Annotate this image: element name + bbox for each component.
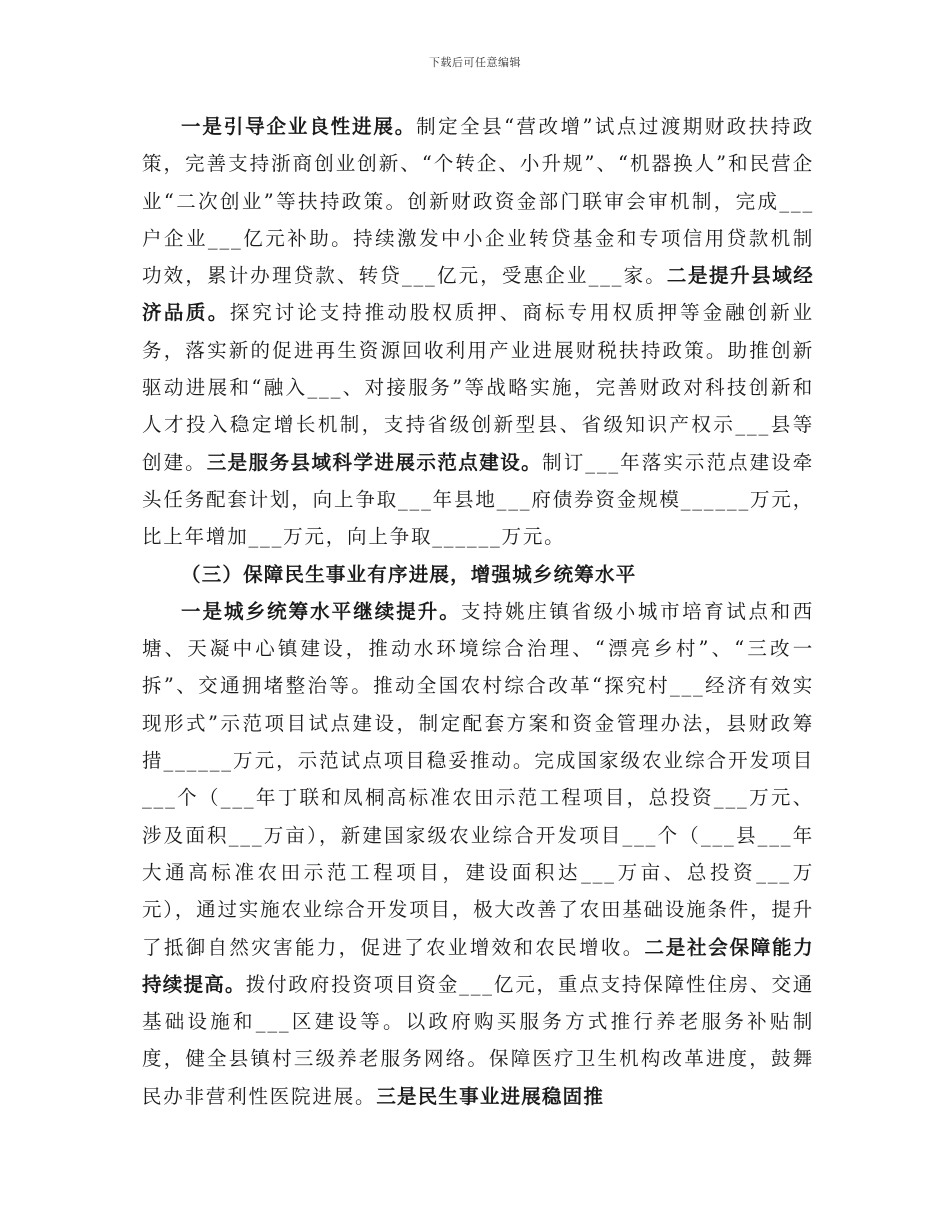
- paragraph-economy: [142, 108, 814, 556]
- paragraph-lead: 二是提升县域经济品质。: [142, 264, 814, 325]
- paragraph-text: 支持姚庄镇省级小城市培育试点和西塘、天凝中心镇建设，推动水环境综合治理、“漂亮乡村”、“三改一拆”、交通拥堵整治等。推动全国农村综合改革“探究村___经济有效实现形式”示范项目试点建设，制定配套方案和资金管理办法，县财政筹措______万元，示范试点项目稳妥推动。完成国家级农业综合开发项目___个（___年丁联和凤桐高标准农田示范工程项目，总投资___万元、涉及面积___万亩），新建国家级农业综合开发项目___个（___县___年大通高标准农田示范工程项目，建设面积达___万亩、总投资___万元），通过实施农业综合开发项目，极大改善了农田基础设施条件，提升了抵御自然灾害能力，促进了农业增效和农民增收。: [142, 599, 814, 959]
- paragraph-text: 制定全县“营改增”试点过渡期财政扶持政策，完善支持浙商创业创新、“个转企、小升规”、“机器换人”和民营企业“二次创业”等扶持政策。创新财政资金部门联审会审机制，完成___户企业___亿元补助。持续激发中小企业转贷基金和专项信用贷款机制功效，累计办理贷款、转贷___亿元，受惠企业___家。: [142, 115, 814, 288]
- section-heading: （三）保障民生事业有序进展，增强城乡统筹水平: [181, 562, 637, 586]
- document-body: [142, 108, 814, 1115]
- paragraph-lead: 三是民生事业进展稳固推: [376, 1084, 605, 1108]
- page-header: 下载后可任意编辑: [429, 56, 521, 69]
- paragraph-lead: 三是服务县域科学进展示范点建设。: [206, 450, 543, 474]
- paragraph-text: 制订___年落实示范点建设牵头任务配套计划，向上争取___年县地___府债券资金规模______万元，比上年增加___万元，向上争取______万元。: [142, 450, 815, 549]
- paragraph-text: 拨付政府投资项目资金___亿元，重点支持保障性住房、交通基础设施和___区建设等。以政府购买服务方式推行养老服务补贴制度，健全县镇村三级养老服务网络。保障医疗卫生机构改革进度，鼓舞民办非营利性医院进展。: [142, 972, 814, 1108]
- paragraph-text: 探究讨论支持推动股权质押、商标专用权质押等金融创新业务，落实新的促进再生资源回收利用产业进展财税扶持政策。助推创新驱动进展和“融入___、对接服务”等战略实施，完善财政对科技创新和人才投入稳定增长机制，支持省级创新型县、省级知识产权示___县等创建。: [142, 301, 814, 474]
- paragraph-livelihood: [142, 593, 814, 1115]
- paragraph-lead: 一是引导企业良性进展。: [181, 115, 417, 138]
- paragraph-lead: 一是城乡统筹水平继续提升。: [181, 599, 461, 623]
- paragraph-lead: 二是社会保障能力持续提高。: [142, 935, 814, 996]
